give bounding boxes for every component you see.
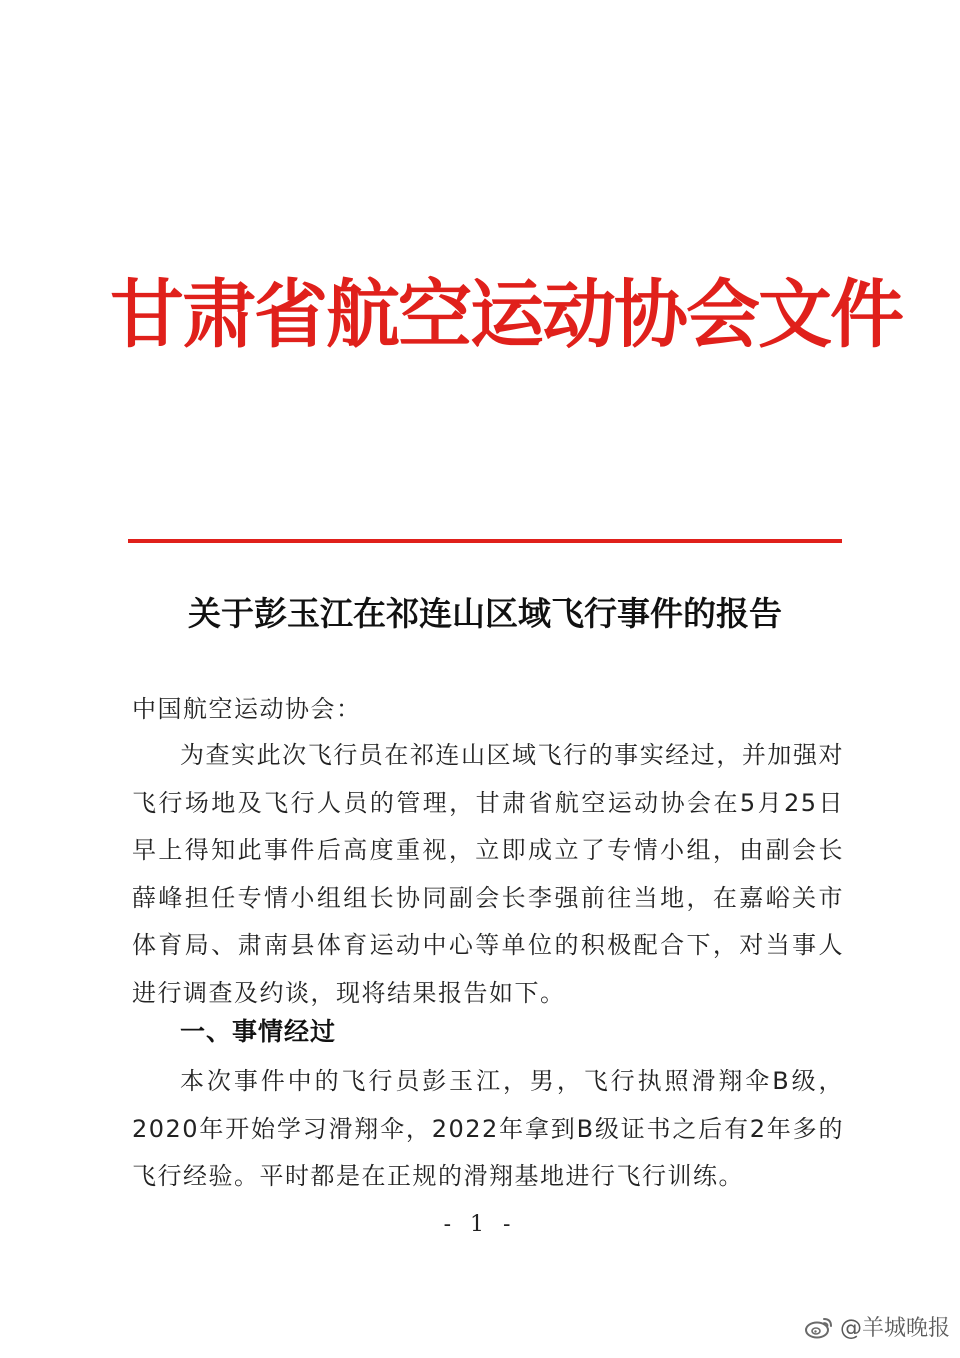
salutation: 中国航空运动协会： — [132, 695, 362, 723]
page-number: - 1 - — [443, 1212, 517, 1237]
organization-header: 甘肃省航空运动协会文件 — [110, 272, 902, 358]
paragraph-pilot-background: 本次事件中的飞行员彭玉江，男，飞行执照滑翔伞B级，2020年开始学习滑翔伞，2022年拿到B级证书之后有2年多的飞行经验。平时都是在正规的滑翔基地进行飞行训练。 — [132, 1067, 844, 1190]
weibo-icon — [804, 1315, 834, 1339]
paragraph-intro: 为查实此次飞行员在祁连山区域飞行的事实经过，并加强对飞行场地及飞行人员的管理，甘肃省航空运动协会在5月25日早上得知此事件后高度重视，立即成立了专情小组，由副会长薛峰担任专情小组组长协同副会长李强前往当地，在嘉峪关市体育局、肃南县体育运动中心等单位的积极配合下，对当事人进行调查及约谈，现将结果报告如下。 — [132, 741, 844, 1007]
source-watermark — [804, 1311, 950, 1342]
red-divider — [128, 539, 842, 543]
watermark-text: @羊城晚报 — [839, 1316, 950, 1341]
document-title: 关于彭玉江在祁连山区域飞行事件的报告 — [188, 594, 782, 633]
section-heading-events: 一、事情经过 — [180, 1017, 337, 1046]
